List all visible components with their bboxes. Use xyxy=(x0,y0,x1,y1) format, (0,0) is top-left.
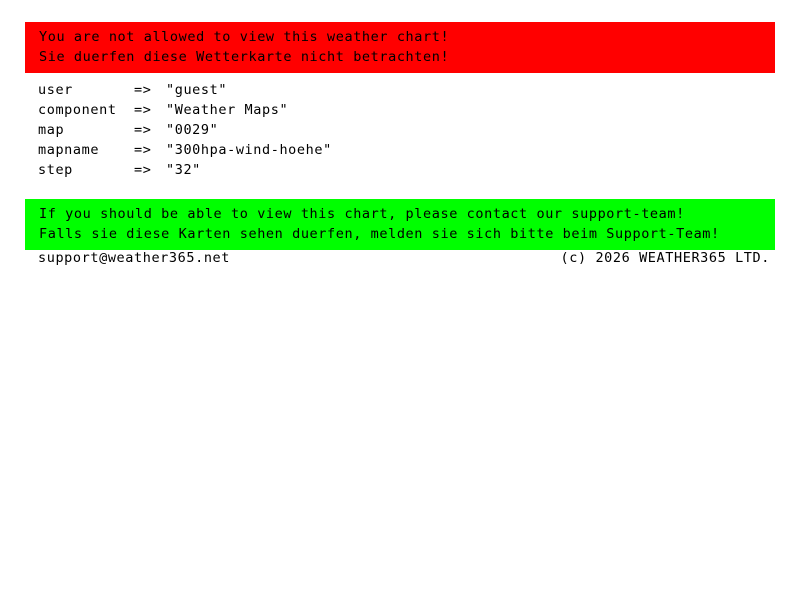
support-banner xyxy=(25,199,775,250)
support-banner-line-en: If you should be able to view this chart, please contact our support-team! xyxy=(39,206,685,222)
param-value-map: "0029" xyxy=(166,122,219,138)
param-value-user: "guest" xyxy=(166,82,228,98)
support-banner-line-de: Falls sie diese Karten sehen duerfen, melden sie sich bitte beim Support-Team! xyxy=(39,226,720,242)
copyright-text: (c) 2026 WEATHER365 LTD. xyxy=(560,250,770,266)
param-row xyxy=(38,140,332,160)
error-banner-line-en: You are not allowed to view this weather chart! xyxy=(39,29,450,45)
param-key-map: map xyxy=(38,122,65,138)
param-row xyxy=(38,160,332,180)
param-key-user: user xyxy=(38,82,73,98)
param-arrow: => xyxy=(134,142,152,158)
error-banner xyxy=(25,22,775,73)
error-banner-line-de: Sie duerfen diese Wetterkarte nicht betrachten! xyxy=(39,49,450,65)
param-arrow: => xyxy=(134,122,152,138)
param-value-step: "32" xyxy=(166,162,201,178)
param-key-mapname: mapname xyxy=(38,142,100,158)
param-key-step: step xyxy=(38,162,73,178)
param-value-mapname: "300hpa-wind-hoehe" xyxy=(166,142,332,158)
request-parameters xyxy=(38,80,332,180)
param-row xyxy=(38,100,332,120)
param-arrow: => xyxy=(134,162,152,178)
param-key-component: component xyxy=(38,102,117,118)
support-email-link[interactable]: support@weather365.net xyxy=(38,250,231,266)
param-row xyxy=(38,80,332,100)
param-arrow: => xyxy=(134,82,152,98)
param-value-component: "Weather Maps" xyxy=(166,102,289,118)
param-row xyxy=(38,120,332,140)
footer xyxy=(38,250,770,266)
param-arrow: => xyxy=(134,102,152,118)
